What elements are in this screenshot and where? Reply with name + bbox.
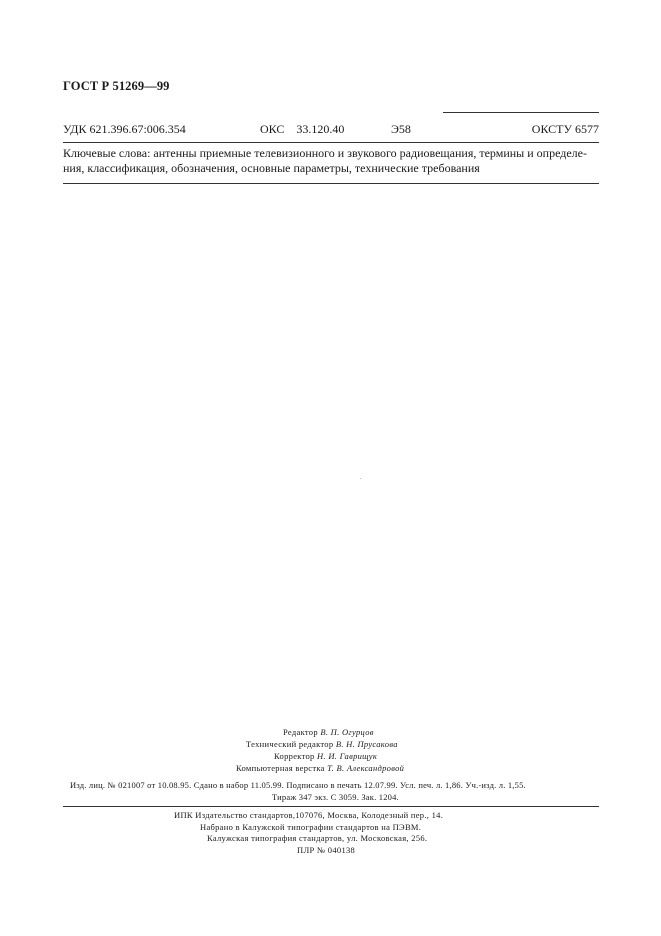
keywords-block xyxy=(63,146,603,176)
codes-rule xyxy=(63,142,599,143)
editor-credit xyxy=(283,726,374,738)
layout-label: Компьютерная верстка xyxy=(236,763,325,773)
editor-label: Редактор xyxy=(283,727,318,737)
keywords-line-1: Ключевые слова: антенны приемные телевизионного и звукового радиовещания, термины и определе- xyxy=(63,146,587,160)
corrector-name: Н. И. Гаврищук xyxy=(317,751,378,761)
bottom-rule xyxy=(63,806,599,807)
publication-line-2: Тираж 347 экз. С 3059. Зак. 1204. xyxy=(272,792,399,802)
oks-code xyxy=(260,122,344,137)
okstu-code: ОКСТУ 6577 xyxy=(531,122,599,136)
corrector-credit xyxy=(274,750,377,762)
oks-label: ОКС xyxy=(260,122,285,136)
printer-line-4: ПЛР № 040138 xyxy=(297,844,356,855)
tech-editor-name: В. Н. Прусакова xyxy=(335,739,398,749)
tech-editor-credit xyxy=(246,738,398,750)
printer-line-2: Набрано в Калужской типографии стандартов на ПЭВМ. xyxy=(200,821,422,832)
standard-number: ГОСТ Р 51269—99 xyxy=(63,79,170,93)
e-code: Э58 xyxy=(391,122,411,136)
scan-speck xyxy=(360,478,361,479)
printer-line-1: ИПК Издательство стандартов,107076, Москва, Колодезный пер., 14. xyxy=(174,810,444,820)
keywords-rule xyxy=(63,183,599,184)
tech-editor-label: Технический редактор xyxy=(246,739,334,749)
printer-line-3: Калужская типография стандартов, ул. Московская, 256. xyxy=(207,833,428,843)
classification-codes-row xyxy=(63,122,599,138)
editor-name: В. П. Огурцов xyxy=(320,727,374,737)
layout-name: Т. В. Александровой xyxy=(327,763,405,773)
udk-code: УДК 621.396.67:006.354 xyxy=(63,122,186,136)
publication-line-1: Изд. лиц. № 021007 от 10.08.95. Сдано в набор 11.05.99. Подписано в печать 12.07.99. Усл. печ. л. 1,86. Уч.-изд. л. 1,55. xyxy=(70,780,526,790)
keywords-line-2: ния, классификация, обозначения, основные параметры, технические требования xyxy=(63,161,480,175)
oks-value: 33.120.40 xyxy=(296,122,345,136)
corrector-label: Корректор xyxy=(274,751,315,761)
top-rule xyxy=(443,112,599,113)
layout-credit xyxy=(236,762,404,774)
